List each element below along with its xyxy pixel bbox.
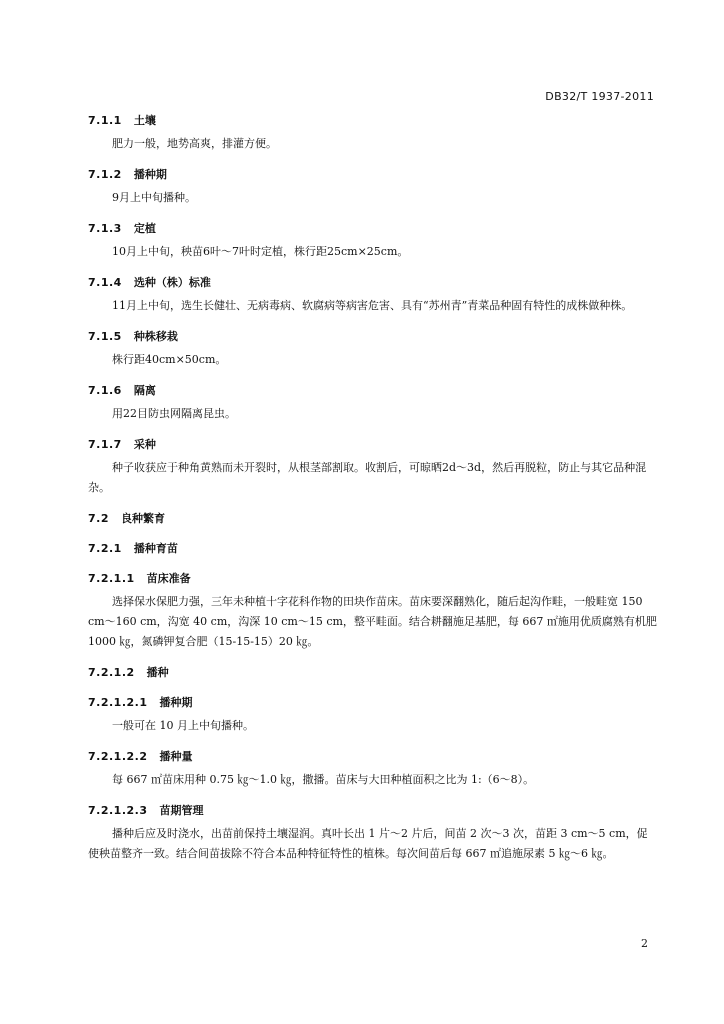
section-heading [88, 326, 658, 348]
section-title: 良种繁育 [121, 512, 165, 525]
section-title: 种株移栽 [133, 330, 178, 343]
document-code: DB32/T 1937-2011 [545, 90, 654, 103]
section-paragraph: 株行距40cm×50cm。 [112, 353, 227, 366]
section-number: 7.1.7 [88, 438, 122, 451]
section-title: 播种期 [159, 696, 193, 709]
section-number: 7.2.1.2.1 [88, 696, 148, 709]
section-heading [88, 568, 658, 590]
section-heading [88, 218, 658, 240]
section-title: 土壤 [133, 114, 156, 127]
section-paragraph: 肥力一般，地势高爽，排灌方便。 [112, 137, 277, 150]
section-heading [88, 692, 658, 714]
section-heading [88, 380, 658, 402]
section-heading [88, 434, 658, 456]
section-number: 7.1.4 [88, 276, 122, 289]
section-paragraph: 9月上中旬播种。 [112, 191, 196, 204]
section-number: 7.2 [88, 512, 109, 525]
section-paragraph: 种子收获应于种角黄熟而未开裂时，从根茎部割取。收割后，可晾晒2d～3d，然后再脱粒，防止与其它品种混杂。 [88, 461, 647, 494]
section-heading [88, 164, 658, 186]
section-paragraph: 选择保水保肥力强，三年未种植十字花科作物的田块作苗床。苗床要深翻熟化，随后起沟作畦，一般畦宽 150 cm～160 cm，沟宽 40 cm，沟深 10 cm～15 cm，整平畦面。结合耕翻施足基肥，每 667 ㎡施用优质腐熟有机肥 1000 ㎏，氮磷钾复合肥（15-15-15）20 ㎏。 [88, 595, 657, 648]
section-number: 7.1.6 [88, 384, 122, 397]
section-title: 选种（株）标准 [133, 276, 211, 289]
section-paragraph: 播种后应及时浇水，出苗前保持土壤湿润。真叶长出 1 片～2 片后，间苗 2 次～3 次，苗距 3 cm～5 cm，促使秧苗整齐一致。结合间苗拔除不符合本品种特征特性的植株。每次间苗后每 667 ㎡追施尿素 5 ㎏～6 ㎏。 [88, 827, 648, 860]
section-title: 播种育苗 [133, 542, 178, 555]
section-number: 7.1.1 [88, 114, 122, 127]
section-number: 7.2.1 [88, 542, 122, 555]
section-heading [88, 662, 658, 684]
section-number: 7.1.3 [88, 222, 122, 235]
section-heading [88, 746, 658, 768]
document-body [88, 110, 658, 874]
section-number: 7.1.2 [88, 168, 122, 181]
section-number: 7.1.5 [88, 330, 122, 343]
section-title: 定植 [133, 222, 156, 235]
section-paragraph: 用22目防虫网隔离昆虫。 [112, 407, 236, 420]
section-title: 播种量 [159, 750, 193, 763]
section-number: 7.2.1.2 [88, 666, 135, 679]
section-heading [88, 508, 658, 530]
section-title: 采种 [133, 438, 156, 451]
page-number: 2 [641, 937, 648, 950]
section-paragraph: 每 667 ㎡苗床用种 0.75 ㎏～1.0 ㎏，撒播。苗床与大田种植面积之比为 1:（6～8）。 [112, 773, 535, 786]
section-title: 苗期管理 [159, 804, 204, 817]
section-title: 播种 [146, 666, 169, 679]
section-heading [88, 538, 658, 560]
section-title: 隔离 [133, 384, 156, 397]
section-number: 7.2.1.1 [88, 572, 135, 585]
section-paragraph: 11月上中旬，选生长健壮、无病毒病、软腐病等病害危害、具有“苏州青”青菜品种固有特性的成株做种株。 [112, 299, 633, 312]
section-number: 7.2.1.2.2 [88, 750, 148, 763]
section-heading [88, 272, 658, 294]
section-paragraph: 一般可在 10 月上中旬播种。 [112, 719, 254, 732]
section-title: 苗床准备 [146, 572, 191, 585]
section-title: 播种期 [133, 168, 167, 181]
section-heading [88, 800, 658, 822]
section-paragraph: 10月上中旬，秧苗6叶～7叶时定植，株行距25cm×25cm。 [112, 245, 409, 258]
section-number: 7.2.1.2.3 [88, 804, 148, 817]
section-heading [88, 110, 658, 132]
